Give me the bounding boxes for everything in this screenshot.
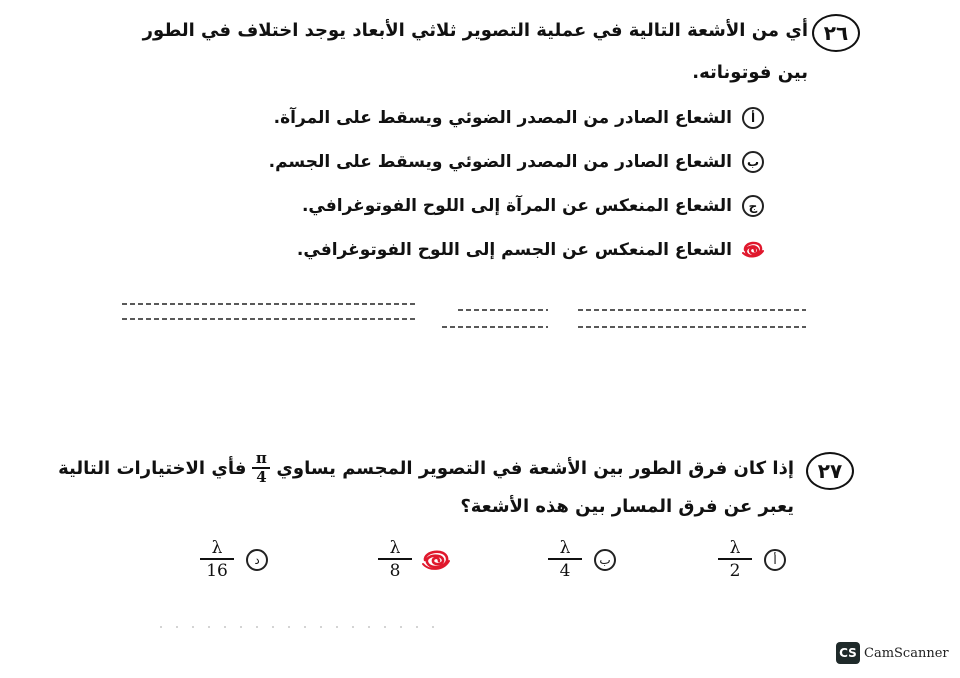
option-fraction: $\frac{\lambda}{16}$ [200,538,234,582]
q26-option-a[interactable] [274,104,764,132]
option-marker-b: ب [594,549,616,571]
q26-option-d[interactable] [297,236,764,264]
question-27-line-2: يعبر عن فرق المسار بين هذه الأشعة؟ [460,496,794,517]
option-marker-c: ج [742,195,764,217]
question-26-line-2: بين فوتوناته. [692,62,808,83]
pi-denominator: 4 [256,468,267,486]
option-marker-d [742,239,764,261]
q27-option-b[interactable] [548,538,616,582]
option-fraction: $\frac{\lambda}{8}$ [378,538,412,582]
option-marker-a: أ [764,549,786,571]
option-fraction: $\frac{\lambda}{4}$ [548,538,582,582]
question-27-number: ٢٧ [806,452,854,490]
q26-option-c[interactable] [302,192,764,220]
dashed-separator [0,296,960,336]
option-marker-c [424,549,452,571]
option-text: الشعاع المنعكس عن المرآة إلى اللوح الفوتوغرافي. [301,196,732,216]
pi-numerator: π [255,449,267,467]
q26-option-b[interactable] [269,148,764,176]
q27-option-c[interactable] [378,538,452,582]
question-27-text-a: إذا كان فرق الطور بين الأشعة في التصوير المجسم يساوي [276,457,794,479]
camscanner-text: CamScanner [864,646,949,661]
question-26-line-1: أي من الأشعة التالية في عملية التصوير ثلاثي الأبعاد يوجد اختلاف في الطور [142,20,808,41]
option-marker-a: أ [742,107,764,129]
camscanner-logo: CS [836,642,860,664]
red-scribble-icon [421,547,451,573]
option-fraction: $\frac{\lambda}{2}$ [718,538,752,582]
pi-over-four [252,450,270,486]
question-27-text-b: فأي الاختيارات التالية [58,457,247,479]
option-text: الشعاع الصادر من المصدر الضوئي ويسقط على المرآة. [273,108,732,128]
q27-option-a[interactable] [718,538,786,582]
option-marker-b: ب [742,151,764,173]
option-marker-d: د [246,549,268,571]
red-scribble-icon [740,238,766,262]
option-text: الشعاع الصادر من المصدر الضوئي ويسقط على الجسم. [268,152,732,172]
q27-option-d[interactable] [200,538,268,582]
scan-dots [0,622,960,632]
option-text: الشعاع المنعكس عن الجسم إلى اللوح الفوتوغرافي. [296,240,732,260]
question-26-number: ٢٦ [812,14,860,52]
question-27-line-1 [58,450,794,486]
